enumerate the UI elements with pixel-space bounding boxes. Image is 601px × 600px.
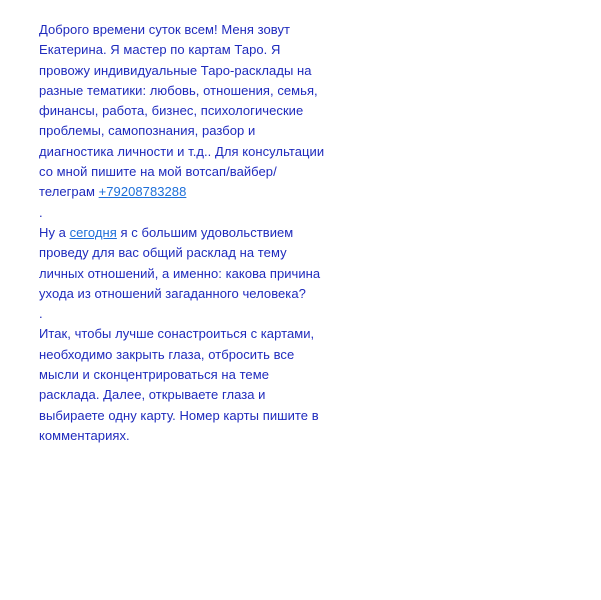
- post-body: [39, 20, 329, 446]
- intro-paragraph: [39, 20, 329, 203]
- instructions-paragraph: Итак, чтобы лучше сонастроиться с картами, необходимо закрыть глаза, отбросить все мысли и сконцентрироваться на теме расклада. Далее, открываете глаза и выбираете одну карту. Номер карты пишите в комментариях.: [39, 326, 319, 443]
- reading-paragraph: [39, 223, 329, 304]
- today-hashtag-link[interactable]: сегодня: [69, 224, 117, 240]
- reading-text-before: Ну а: [39, 224, 70, 240]
- separator-dot: .: [39, 204, 43, 220]
- phone-link[interactable]: +79208783288: [98, 184, 187, 200]
- intro-text: Доброго времени суток всем! Меня зовут Екатерина. Я мастер по картам Таро. Я провожу индивидуальные Таро-расклады на разные тематики: любовь, отношения, семья, финансы, работа, бизнес, психологические проблемы, самопознания, разбор и диагностика личности и т.д.. Для консультации со мной пишите на мой вотсап/вайбер/телеграм: [39, 22, 325, 200]
- separator-dot: .: [39, 306, 43, 322]
- reading-text-after: я с большим удовольствием проведу для вас общий расклад на тему личных отношений, а именно: какова причина ухода из отношений загаданного человека?: [39, 224, 321, 301]
